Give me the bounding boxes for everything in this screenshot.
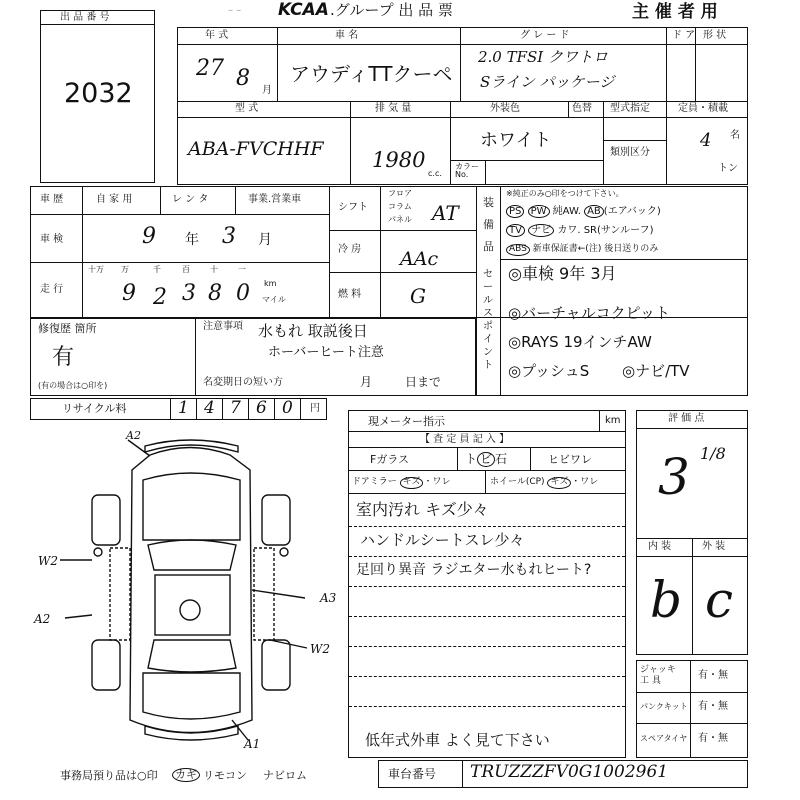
cc-unit: c.c. xyxy=(428,169,442,178)
color-change-label: 色替 xyxy=(572,103,592,114)
ac-value: AAc xyxy=(400,248,439,270)
car-rear-window xyxy=(148,640,236,672)
notes-line-1: 水もれ 取説後日 xyxy=(258,322,368,340)
wheel-label: ホイール(CP) xyxy=(490,477,545,487)
year-value: 27 xyxy=(196,56,224,81)
damage-mark: W2 xyxy=(310,642,330,656)
recycle-digit: 4 xyxy=(204,398,215,418)
recycle-fee-label: リサイクル料 xyxy=(62,402,127,415)
evaluation-score: 3 xyxy=(658,448,690,506)
shift-label: シフト xyxy=(338,202,368,213)
inspector-header: 【 査 定 員 記 入 】 xyxy=(420,434,510,445)
deadline-day-unit: 日まで xyxy=(405,375,442,389)
exterior-grade-value: c xyxy=(705,571,734,629)
body-shape-label: 形 状 xyxy=(703,30,727,41)
damage-mark: A2 xyxy=(34,612,51,626)
fuel-value: G xyxy=(410,284,426,308)
meter-unit: km xyxy=(605,415,621,426)
notes-line-2: ホーバーヒート注意 xyxy=(268,345,384,360)
inspection-month: 3 xyxy=(222,224,236,249)
interior-grade-value: b xyxy=(650,571,683,629)
displacement-value: 1980 xyxy=(372,148,426,172)
inspector-comment: 低年式外車 よく見て下さい xyxy=(365,731,550,749)
sales-point-item: ◎プッシュS xyxy=(508,362,590,380)
notes-label: 注意事項 xyxy=(203,321,243,332)
equip-navi: ナビ xyxy=(528,224,554,237)
color-number-label: カラー No. xyxy=(455,162,479,179)
exterior-color-label: 外装色 xyxy=(490,103,520,114)
car-windshield xyxy=(148,540,236,570)
equip-ab: AB xyxy=(584,205,604,218)
mileage-digit: 9 xyxy=(122,281,136,306)
sales-point-item: ◎ナビ/TV xyxy=(622,362,690,380)
mirror-right xyxy=(280,548,288,556)
repair-history-label: 修復歴 箇所 xyxy=(38,322,97,335)
deadline-month-unit: 月 xyxy=(360,375,373,389)
mileage-digit: 0 xyxy=(236,281,250,306)
equipment-row-1 xyxy=(506,205,661,218)
history-label: 車 歴 xyxy=(40,194,64,205)
auction-logo: KCAA xyxy=(278,0,329,20)
shift-option-column: コラム xyxy=(388,202,412,211)
mileage-unit-km: km xyxy=(264,279,277,288)
evaluation-score-label: 評 価 点 xyxy=(668,413,705,424)
tire-spare xyxy=(180,600,200,620)
damage-mark: W2 xyxy=(38,554,58,568)
grade-label: グ レ ー ド xyxy=(520,30,570,41)
capacity-value: 4 xyxy=(700,130,712,151)
equip-leather: カワ. xyxy=(557,225,581,236)
equip-warranty: 新車保証書←(注) 後日送りのみ xyxy=(532,244,659,254)
sales-point-item: ◎車検 9年 3月 xyxy=(508,264,617,283)
mileage-digit-label: 十 xyxy=(210,265,218,274)
shift-option-panel: パネル xyxy=(388,215,412,224)
model-code-value: ABA-FVCHHF xyxy=(188,138,324,160)
door-right xyxy=(254,548,274,640)
door-mirror-row xyxy=(352,477,450,489)
wheel-row xyxy=(490,477,598,489)
equipment-note: ※純正のみ○印をつけて下さい。 xyxy=(506,189,624,198)
recycle-digit: 7 xyxy=(230,398,241,418)
sales-point-item: ◎バーチャルコクピット xyxy=(508,304,671,322)
month-value: 8 xyxy=(236,66,250,91)
mileage-digit: 2 xyxy=(153,285,167,310)
car-body-outline xyxy=(130,448,252,733)
inspector-comment: ハンドルシートスレ少々 xyxy=(360,531,525,549)
repair-history-value: 有 xyxy=(52,345,75,370)
equipment-row-2 xyxy=(506,224,654,237)
shift-option-floor: フロア xyxy=(388,189,412,198)
evaluation-score-note: 1/8 xyxy=(700,444,726,463)
mileage-digit-label: 千 xyxy=(153,265,161,274)
inspection-month-unit: 月 xyxy=(258,232,272,248)
inspection-label: 車 検 xyxy=(40,234,64,245)
history-option-private: 自 家 用 xyxy=(96,194,133,205)
mileage-unit-mile: マイル xyxy=(262,295,286,304)
interior-grade-label: 内 装 xyxy=(648,541,672,552)
type-designation-label: 型式指定 xyxy=(610,103,650,114)
spare-tire-label: スペアタイヤ xyxy=(640,734,688,743)
inspector-comment: 足回り異音 ラジエター水もれヒート? xyxy=(356,562,592,578)
front-bumper xyxy=(145,440,238,452)
recycle-unit: 円 xyxy=(310,403,320,414)
windshield-options xyxy=(465,452,507,467)
exterior-color-value: ホワイト xyxy=(480,130,552,151)
wheel-rear-left xyxy=(92,640,120,690)
displacement-label: 排 気 量 xyxy=(375,103,412,114)
capacity-label: 定員・積載 xyxy=(678,103,728,114)
jack-tools-value: 有・無 xyxy=(698,670,728,681)
capacity-unit: 名 xyxy=(730,130,740,141)
mileage-label: 走 行 xyxy=(40,284,64,295)
equipment-label: 装 備 品 xyxy=(483,196,494,253)
equip-pw: PW xyxy=(528,205,550,218)
equipment-row-3 xyxy=(506,244,658,256)
wheel-front-right xyxy=(262,495,290,545)
ton-unit: トン xyxy=(718,163,738,174)
mirror-scratch: キズ xyxy=(400,477,424,489)
office-held-items-note: 事務局預り品は○印 xyxy=(60,769,158,782)
sales-points-label: セールスポイント xyxy=(483,269,493,371)
repair-history-note: (有の場合は○印を) xyxy=(38,381,108,390)
shift-value: AT xyxy=(432,201,459,225)
glass-option-bi: ビ xyxy=(477,452,495,467)
car-hood xyxy=(143,473,240,540)
equip-ps: PS xyxy=(506,205,524,218)
equip-tv: TV xyxy=(506,224,525,237)
puncture-kit-label: パンクキット xyxy=(640,702,688,711)
category-label: 類別区分 xyxy=(610,147,650,158)
mirror-left xyxy=(94,548,102,556)
mirror-crack: ・ワレ xyxy=(423,477,451,487)
car-name-label: 車 名 xyxy=(335,30,359,41)
car-name-value: アウディTTクーペ xyxy=(290,62,453,86)
damage-mark: A3 xyxy=(320,591,337,605)
door-left xyxy=(110,548,130,640)
wheel-rear-right xyxy=(262,640,290,690)
spare-tire-value: 有・無 xyxy=(698,733,728,744)
puncture-kit-value: 有・無 xyxy=(698,701,728,712)
damage-mark: A2 xyxy=(126,429,141,442)
equip-sr: SR xyxy=(583,225,597,236)
inspector-comment: 室内汚れ キズ少々 xyxy=(356,500,489,519)
mileage-digit-label: 百 xyxy=(182,265,190,274)
inspection-year: 9 xyxy=(142,224,156,249)
recycle-digit: 0 xyxy=(282,398,293,418)
sheet-title: .グループ 出 品 票 xyxy=(330,1,453,19)
punch-marks: – – xyxy=(228,5,242,16)
exterior-grade-label: 外 装 xyxy=(702,541,726,552)
ac-label: 冷 房 xyxy=(338,244,362,255)
door-label: ド ア xyxy=(672,30,696,41)
grade-line2: Sライン パッケージ xyxy=(480,73,615,91)
wheel-scratch: キズ xyxy=(547,477,571,489)
history-option-rental: レ ン タ xyxy=(172,194,209,205)
key-label: カギ xyxy=(172,768,200,782)
month-unit: 月 xyxy=(262,85,272,96)
door-mirror-label: ドアミラー xyxy=(352,477,397,487)
wheel-crack: ・ワレ xyxy=(571,477,599,487)
damage-mark: A1 xyxy=(244,737,261,751)
rear-bumper xyxy=(145,726,238,740)
mileage-digit-label: 万 xyxy=(121,265,129,274)
mileage-digit-label: 一 xyxy=(238,265,246,274)
glass-option-stone: 石 xyxy=(495,452,508,466)
navi-rom-label: ナビロム xyxy=(263,769,307,782)
mileage-digit: 8 xyxy=(208,281,222,306)
equip-sr-note: (サンルーフ) xyxy=(597,225,654,236)
fuel-label: 燃 料 xyxy=(338,289,362,300)
equip-abs: ABS xyxy=(506,244,530,256)
windshield-crack-option: ヒビワレ xyxy=(548,453,592,466)
recycle-digit: 6 xyxy=(256,398,267,418)
inspection-year-unit: 年 xyxy=(185,232,199,248)
jack-tools-label: ジャッキ 工 具 xyxy=(640,665,676,686)
lot-number-label: 出 品 番 号 xyxy=(60,12,110,23)
wheel-front-left xyxy=(92,495,120,545)
car-trunk xyxy=(143,673,240,719)
remote-label: リモコン xyxy=(203,769,247,782)
glass-option-to: ト xyxy=(465,452,478,466)
equip-aw: 純AW. xyxy=(552,206,581,217)
chassis-number-label: 車台番号 xyxy=(388,767,437,781)
model-code-label: 型 式 xyxy=(235,103,259,114)
name-change-deadline-label: 名変期日の短い方 xyxy=(203,377,283,388)
mileage-digit-label: 十万 xyxy=(88,265,104,274)
car-roof xyxy=(155,575,230,635)
meter-reading-label: 現メーター指示 xyxy=(368,415,445,428)
history-option-commercial: 事業.営業車 xyxy=(248,194,302,205)
organizer-label: 主 催 者 用 xyxy=(632,2,718,22)
equip-ab-note: (エアバック) xyxy=(603,206,661,217)
chassis-number-value: TRUZZZFV0G1002961 xyxy=(470,762,669,782)
recycle-digit: 1 xyxy=(178,398,189,418)
grade-line1: 2.0 TFSI クワトロ xyxy=(478,48,609,66)
sales-point-item: ◎RAYS 19インチAW xyxy=(508,333,652,351)
windshield-label: Fガラス xyxy=(370,453,409,466)
year-label: 年 式 xyxy=(205,30,229,41)
mileage-digit: 3 xyxy=(182,281,196,306)
lot-number-value: 2032 xyxy=(64,78,133,109)
